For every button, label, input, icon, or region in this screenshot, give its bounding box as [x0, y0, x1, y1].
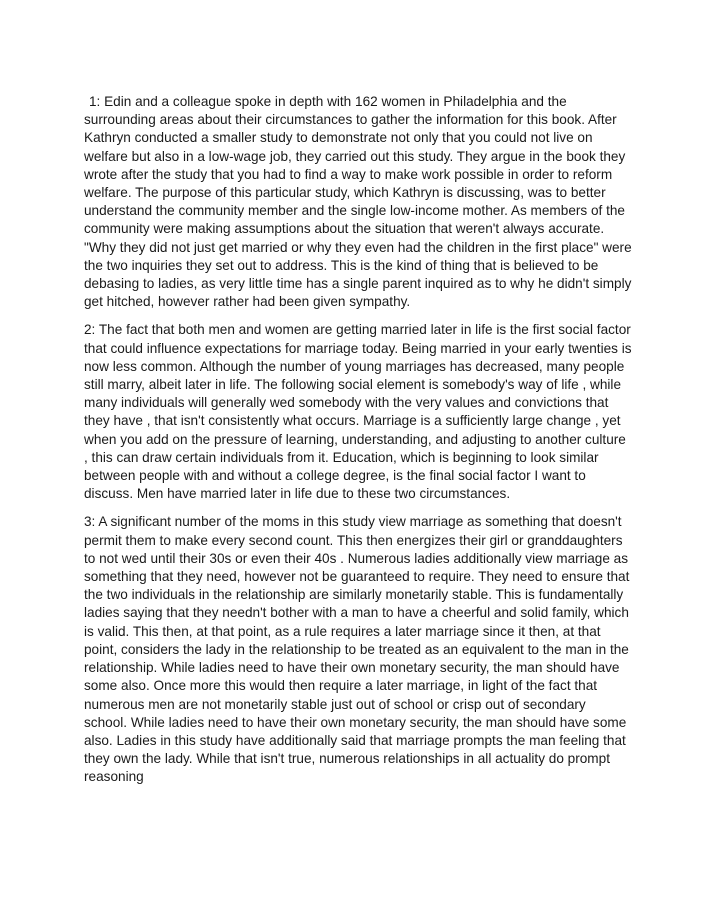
paragraph-1: 1: Edin and a colleague spoke in depth with 162 women in Philadelphia and the surrounding areas about their circumstances to gather the information for this book. After Kathryn conducted a smaller study to demonstrate not only that you could not live on welfare but also in a low-wage job, they carried out this study. They argue in the book they wrote after the study that you had to find a way to make work possible in order to reform welfare. The purpose of this particular study, which Kathryn is discussing, was to better understand the community member and the single low-income mother. As members of the community were making assumptions about the situation that weren't always accurate. "Why they did not just get married or why they even had the children in the first place" were the two inquiries they set out to address. This is the kind of thing that is believed to be debasing to ladies, as very little time has a single parent inquired as to why he didn't simply get hitched, however rather had been given sympathy. — [84, 94, 632, 310]
paragraph-2: 2: The fact that both men and women are getting married later in life is the first social factor that could influence expectations for marriage today. Being married in your early twenties is now less common. Although the number of young marriages has decreased, many people still marry, albeit later in life. The following social element is somebody's way of life , while many individuals will generally wed somebody with the very values and convictions that they have , that isn't consistently what occurs. Marriage is a sufficiently large change , yet when you add on the pressure of learning, understanding, and adjusting to another culture , this can draw certain individuals from it. Education, which is beginning to look similar between people with and without a college degree, is the final social factor I want to discuss. Men have married later in life due to these two circumstances. — [84, 322, 632, 502]
document-page — [84, 93, 632, 797]
paragraph-3: 3: A significant number of the moms in this study view marriage as something that doesn't permit them to make every second count. This then energizes their girl or granddaughters to not wed until their 30s or even their 40s . Numerous ladies additionally view marriage as something that they need, however not be guaranteed to require. They need to ensure that the two individuals in the relationship are similarly monetarily stable. This is fundamentally ladies saying that they needn't bother with a man to have a cheerful and solid family, which is valid. This then, at that point, as a rule requires a later marriage since it then, at that point, considers the lady in the relationship to be treated as an equivalent to the man in the relationship. While ladies need to have their own monetary security, the man should have some also. Once more this would then require a later marriage, in light of the fact that numerous men are not monetarily stable just out of school or crisp out of secondary school. While ladies need to have their own monetary security, the man should have some also. Ladies in this study have additionally said that marriage prompts the man feeling that they own the lady. While that isn't true, numerous relationships in all actuality do prompt reasoning — [84, 514, 630, 785]
